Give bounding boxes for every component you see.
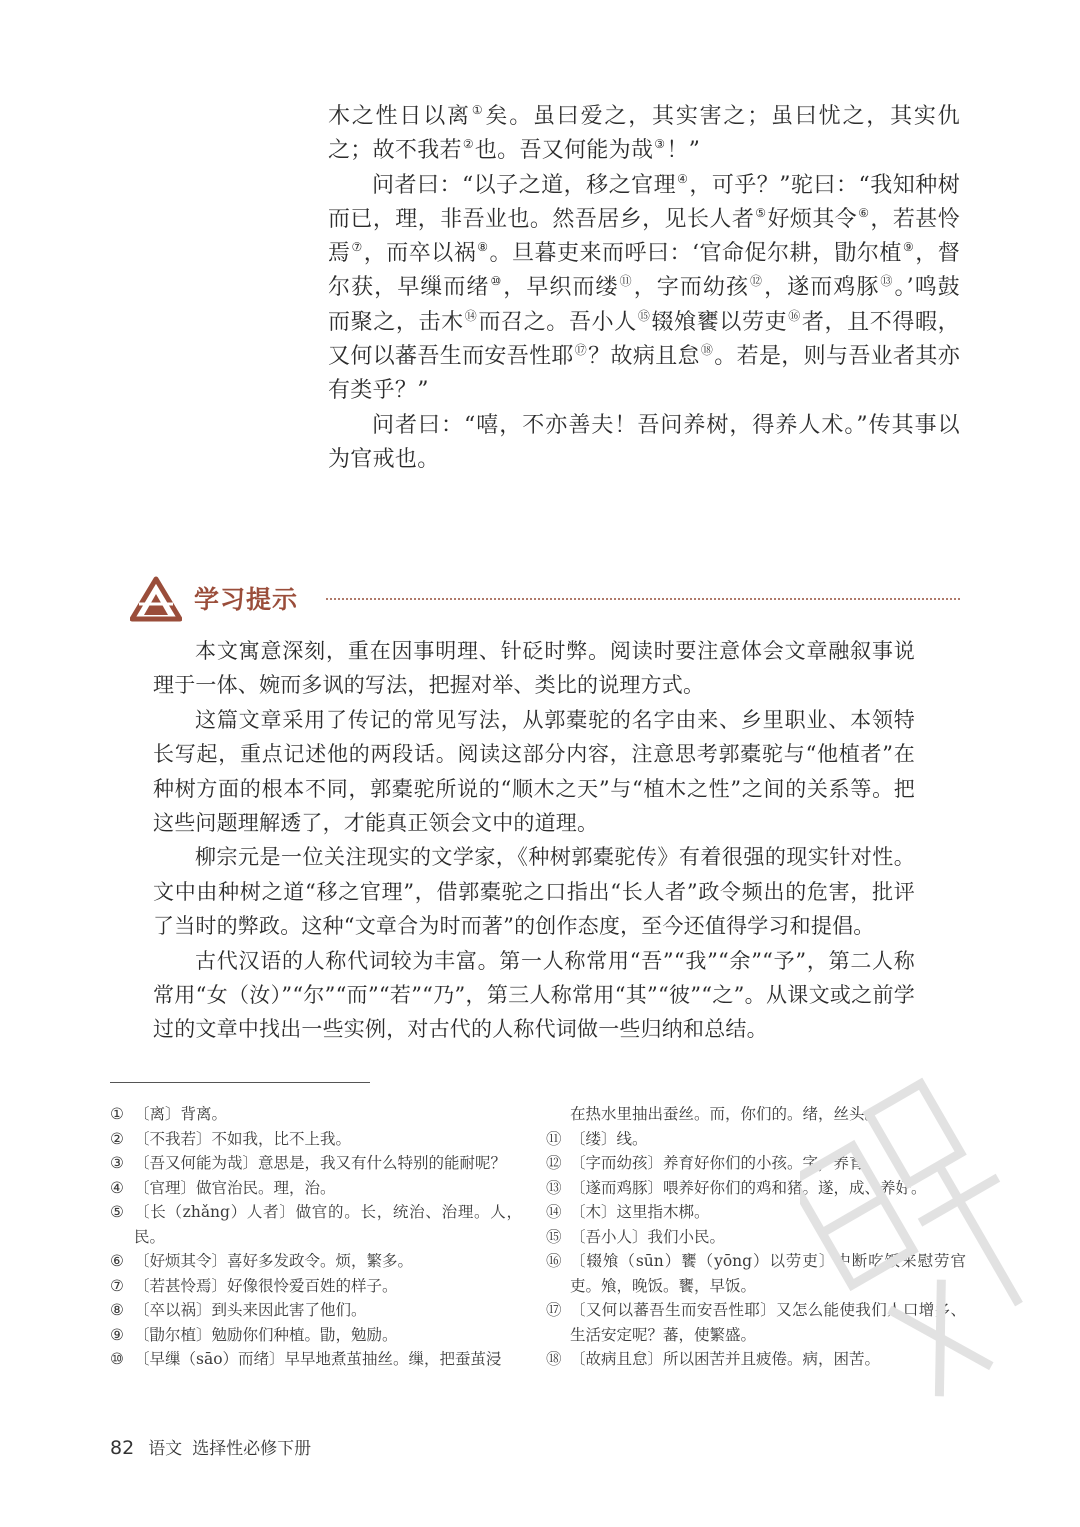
footnote: 在热水里抽出蚕丝。而，你们的。绪，丝头。 <box>570 1105 881 1123</box>
tip-paragraph: 本文寓意深刻，重在因事明理、针砭时弊。阅读时要注意体会文章融叙事说理于一体、婉而多讽的写法，把握对举、类比的说理方式。 <box>153 639 915 698</box>
footnote: ⑪ 〔缕〕线。 <box>546 1129 648 1148</box>
note-ref[interactable]: ⑱ <box>700 343 714 358</box>
note-ref[interactable]: ⑰ <box>574 343 588 358</box>
footnote: ⑩ 〔早缫（sāo）而绪〕早早地煮茧抽丝。缫，把蚕茧浸 <box>110 1350 502 1368</box>
dotted-divider <box>326 598 960 600</box>
note-ref[interactable]: ⑥ <box>858 205 870 220</box>
main-paragraph-3: 问者曰：“嘻，不亦善夫！吾问养树，得养人术。”传其事以为官戒也。 <box>328 412 960 472</box>
main-text <box>328 100 960 477</box>
page-number: 82 <box>110 1437 135 1459</box>
note-ref[interactable]: ⑦ <box>351 240 363 255</box>
note-ref[interactable]: ① <box>471 103 485 117</box>
footnote: ⑧ 〔卒以祸〕到头来因此害了他们。 <box>110 1301 367 1319</box>
main-paragraph-1: 木之性日以离①矣。虽曰爱之，其实害之；虽曰忧之，其实仇之；故不我若②也。吾又何能为哉③！” <box>328 103 960 164</box>
footnote-rule <box>110 1082 370 1083</box>
section-title: 学习提示 <box>194 585 299 614</box>
note-ref[interactable]: ② <box>462 137 474 152</box>
note-ref[interactable]: ③ <box>654 137 666 152</box>
note-ref[interactable]: ⑫ <box>750 274 764 289</box>
tip-paragraph: 古代汉语的人称代词较为丰富。第一人称常用“吾”“我”“余”“予”，第二人称常用“女（汝）”“尔”“而”“若”“乃”，第三人称常用“其”“彼”“之”。从课文或之前学过的文章中找出一些实例，对古代的人称代词做一些归纳和总结。 <box>153 948 915 1042</box>
note-ref[interactable]: ⑮ <box>637 308 651 323</box>
note-ref[interactable]: ⑨ <box>902 240 915 255</box>
footnote: ⑥ 〔好烦其令〕喜好多发政令。烦，繁多。 <box>110 1252 414 1270</box>
footnote: ⑬ 〔遂而鸡豚〕喂养好你们的鸡和猪。遂，成、养好。 <box>546 1178 927 1197</box>
note-ref[interactable]: ⑪ <box>619 274 633 289</box>
note-ref[interactable]: ⑧ <box>477 240 489 255</box>
tip-paragraph: 这篇文章采用了传记的常见写法，从郭橐驼的名字由来、乡里职业、本领特长写起，重点记述他的两段话。阅读这部分内容，注意思考郭橐驼与“他植者”在种树方面的根本不同，郭橐驼所说的“顺木之天”与“植木之性”之间的关系等。把这些问题理解透了，才能真正领会文中的道理。 <box>153 707 915 836</box>
main-paragraph-2: 问者曰：“以子之道，移之官理④，可乎？”驼曰：“我知种树而已，理，非吾业也。然吾居乡，见长人者⑤好烦其令⑥，若甚怜焉⑦，而卒以祸⑧。旦暮吏来而呼曰：‘官命促尔耕，勖尔植⑨，督尔获，早缫而绪⑩，早织而缕⑪，字而幼孩⑫，遂而鸡豚⑬。’鸣鼓而聚之，击木⑭而召之。吾小人⑮辍飧饔以劳吏⑯者，且不得暇，又何以蕃吾生而安吾性耶⑰？故病且怠⑱。若是，则与吾业者其亦有类乎？” <box>328 171 961 404</box>
note-ref[interactable]: ⑯ <box>788 308 801 323</box>
footnote: ⑤ 〔长（zhǎng）人者〕做官的。长，统治、治理。人，民。 <box>110 1203 522 1246</box>
footnote: ⑰ 〔又何以蕃吾生而安吾性耶〕又怎么能使我们人口增多、生活安定呢？蕃，使繁盛。 <box>546 1301 966 1344</box>
footnotes-left <box>110 1102 522 1372</box>
footnote: ⑱ 〔故病且怠〕所以困苦并且疲倦。病，困苦。 <box>546 1350 881 1368</box>
footnote: ① 〔离〕背离。 <box>110 1105 228 1123</box>
footnote: ⑮ 〔吾小人〕我们小民。 <box>546 1227 726 1246</box>
section-header <box>130 576 960 622</box>
footnote: ⑨ 〔勖尔植〕勉励你们种植。勖，勉励。 <box>110 1325 398 1344</box>
note-ref[interactable]: ④ <box>677 171 689 186</box>
footnote: ⑦ 〔若甚怜焉〕好像很怜爱百姓的样子。 <box>110 1276 398 1295</box>
note-ref[interactable]: ⑤ <box>755 205 767 220</box>
learning-tips-icon <box>130 576 182 622</box>
note-ref[interactable]: ⑬ <box>880 274 894 289</box>
footnote: ⑯ 〔辍飧（sūn）饔（yōng）以劳吏〕中断吃饭来慰劳官吏。飧，晚饭。饔，早饭。 <box>546 1252 966 1295</box>
note-ref[interactable]: ⑭ <box>464 308 478 323</box>
footnote: ④ 〔官理〕做官治民。理，治。 <box>110 1178 336 1197</box>
tip-paragraph: 柳宗元是一位关注现实的文学家，《种树郭橐驼传》有着很强的现实针对性。文中由种树之道“移之官理”，借郭橐驼之口指出“长人者”政令频出的危害，批评了当时的弊政。这种“文章合为时而著”的创作态度，至今还值得学习和提倡。 <box>153 845 915 939</box>
book-title: 选择性必修下册 <box>192 1439 312 1459</box>
subject-label: 语文 <box>148 1439 183 1459</box>
watermark-graphic <box>800 1060 1060 1420</box>
note-ref[interactable]: ⑩ <box>490 274 503 289</box>
footnote: ③ 〔吾又何能为哉〕意思是，我又有什么特别的能耐呢？ <box>110 1154 507 1172</box>
footnote: ⑫ 〔字而幼孩〕养育好你们的小孩。字，养育。 <box>546 1154 881 1172</box>
footnote: ② 〔不我若〕不如我，比不上我。 <box>110 1129 352 1148</box>
learning-tips <box>153 634 915 1047</box>
footnote: ⑭ 〔木〕这里指木梆。 <box>546 1203 710 1221</box>
page-footer <box>110 1434 311 1459</box>
